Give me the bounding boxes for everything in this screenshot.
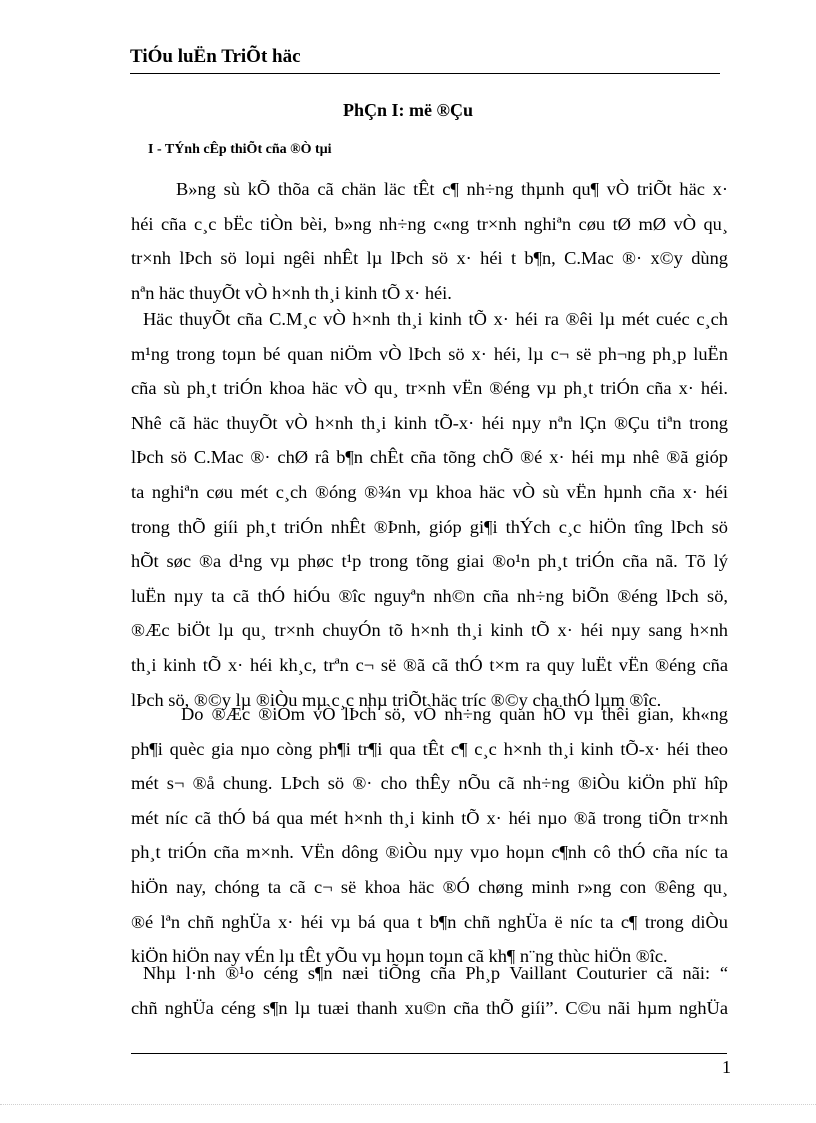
paragraph-line: ph¶i quèc gia nµo còng ph¶i tr¶i qua tÊt c¶ c¸c h×nh th¸i kinh tÕ-x· héi theo: [131, 738, 728, 759]
paragraph-line: tr×nh lÞch sö loµi ngêi nhÊt lµ lÞch sö x· héi t b¶n, C.Mac ®· x©y dùng: [131, 248, 728, 269]
paragraph-line: kiÖn hiÖn nay vÉn lµ tÊt yÕu vµ hoµn toµn cã kh¶ n¨ng thùc hiÖn ®îc.: [131, 946, 668, 967]
paragraph-line: lÞch sö, ®©y lµ ®iÒu mµ c¸c nhµ triÕt häc tríc ®©y cha thÓ lµm ®îc.: [131, 689, 662, 710]
paragraph-line: m¹ng trong toµn bé quan niÖm vÒ lÞch sö x· héi, lµ c¬ së ph¬ng ph¸p luËn: [131, 343, 728, 364]
paragraph-line: Nhê cã häc thuyÕt vÒ h×nh th¸i kinh tÕ-x· héi nµy nªn lÇn ®Çu tiªn trong: [131, 412, 728, 433]
paragraph-line: B»ng sù kÕ thõa cã chän läc tÊt c¶ nh÷ng thµnh qu¶ vÒ triÕt häc x·: [176, 179, 728, 199]
page-number: 1: [722, 1057, 731, 1077]
paragraph-line: chñ nghÜa céng s¶n lµ tuæi thanh xu©n cña thÕ giíi”. C©u nãi hµm nghÜa: [131, 997, 728, 1018]
paragraph-line: mét níc cã thÓ bá qua mét h×nh th¸i kinh tÕ x· héi nµo ®ã trong tiÕn tr×nh: [131, 807, 728, 828]
paragraph-1-continued: [131, 207, 728, 311]
header-rule: [130, 73, 720, 74]
running-header-title: TiÓu luËn TriÕt häc: [130, 46, 301, 67]
paragraph-line: Do ®Æc ®iÓm vÒ lÞch sö, vÒ nh÷ng quan hÖ vµ thêi gian, kh«ng: [181, 704, 728, 724]
paragraph-3-continued: [131, 732, 728, 974]
part-heading: PhÇn I: më ®Çu: [343, 100, 473, 120]
paragraph-line: hÕt søc ®a d¹ng vµ phøc t¹p trong tõng giai ®o¹n ph¸t triÓn cña nã. Tõ lý: [131, 551, 728, 572]
paragraph-line: ta nghiªn cøu mét c¸ch ®óng ®¾n vµ khoa häc vÒ sù vËn hµnh cña x· héi: [131, 481, 728, 502]
paragraph-line: héi cña c¸c bËc tiÒn bèi, b»ng nh÷ng c«ng tr×nh nghiªn cøu tØ mØ vÒ qu¸: [131, 213, 728, 234]
paragraph-line: ®é lªn chñ nghÜa x· héi vµ bá qua t b¶n chñ nghÜa ë níc ta c¶ trong diÒu: [131, 911, 728, 932]
paragraph-2-continued: [131, 337, 728, 718]
paragraph-1: [131, 172, 728, 207]
paragraph-line: ph¸t triÓn cña m×nh. VËn dông ®iÒu nµy vµo hoµn c¶nh cô thÓ cña níc ta: [131, 842, 728, 863]
paragraph-line: luËn nµy ta cã thÓ hiÓu ®îc nguyªn nh©n cña nh÷ng biÕn ®éng lÞch sö,: [131, 585, 728, 606]
paragraph-line: cña sù ph¸t triÓn khoa häc vÒ qu¸ tr×nh vËn ®éng vµ ph¸t triÓn cña x· héi.: [131, 378, 728, 399]
paragraph-line: lÞch sö C.Mac ®· chØ râ b¶n chÊt cña tõng chÕ ®é x· héi mµ nhê ®ã gióp: [131, 447, 728, 468]
paragraph-line: Häc thuyÕt cña C.M¸c vÒ h×nh th¸i kinh tÕ x· héi ra ®êi lµ mét cuéc c¸ch: [143, 309, 728, 329]
paragraph-line: mét s¬ ®å chung. LÞch sö ®· cho thÊy nÕu cã nh÷ng ®iÒu kiÖn phï hîp: [131, 773, 728, 794]
paragraph-line: nªn häc thuyÕt vÒ h×nh th¸i kinh tÕ x· héi.: [131, 282, 452, 303]
footer-rule: [131, 1053, 727, 1054]
section-heading: I - TÝnh cÊp thiÕt cña ®Ò tµi: [148, 142, 332, 157]
page-break-divider: [0, 1104, 816, 1105]
paragraph-3: [131, 697, 728, 732]
paragraph-2: [131, 302, 728, 337]
paragraph-line: trong thÕ giíi ph¸t triÓn nhÊt ®Þnh, gióp gi¶i thÝch c¸c hiÖn tîng lÞch sö: [131, 516, 728, 537]
paragraph-line: th¸i kinh tÕ x· héi kh¸c, trªn c¬ së ®ã cã thÓ t×m ra quy luËt vËn ®éng cña: [131, 654, 728, 675]
paragraph-line: Nhµ l·nh ®¹o céng s¶n næi tiÕng cña Ph¸p Vaillant Couturier cã nãi: “: [143, 963, 728, 983]
paragraph-4-continued: [131, 991, 728, 1026]
paragraph-line: hiÖn nay, chóng ta cã c¬ së khoa häc ®Ó chøng minh r»ng con ®êng qu¸: [131, 876, 728, 897]
paragraph-4: [131, 956, 728, 991]
paragraph-line: ®Æc biÖt lµ qu¸ tr×nh chuyÓn tõ h×nh th¸i kinh tÕ x· héi nµy sang h×nh: [131, 620, 728, 641]
